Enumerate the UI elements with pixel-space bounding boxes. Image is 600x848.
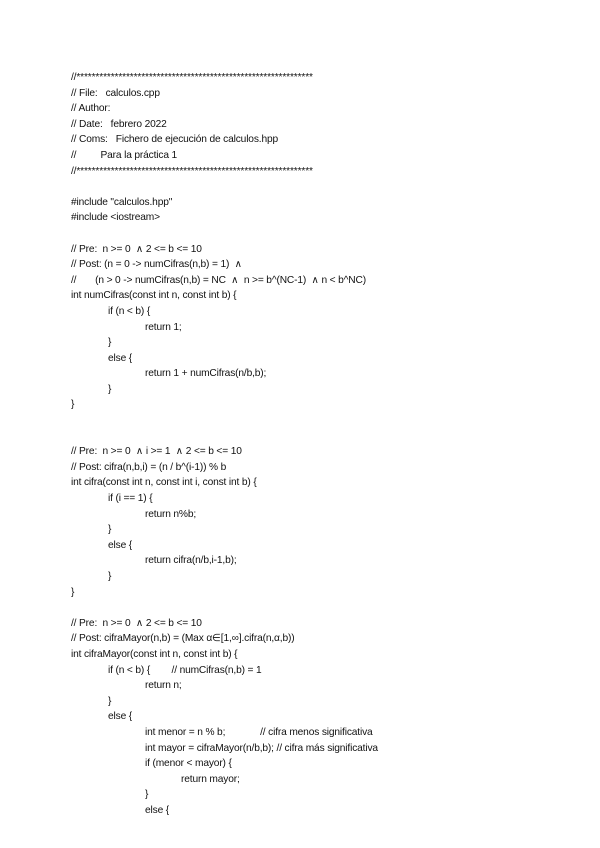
code-line: } xyxy=(108,337,112,349)
code-line: // Pre: n >= 0 ∧ i >= 1 ∧ 2 <= b <= 10 xyxy=(71,446,242,458)
code-line: int numCifras(const int n, const int b) { xyxy=(71,290,237,302)
code-line: int cifraMayor(const int n, const int b) { xyxy=(71,648,238,660)
code-line: // Post: (n = 0 -> numCifras(n,b) = 1) ∧ xyxy=(71,259,242,271)
code-line: if (n < b) { // numCifras(n,b) = 1 xyxy=(108,664,262,676)
code-line: // Post: cifraMayor(n,b) = (Max α∈[1,∞].cifra(n,α,b)) xyxy=(71,633,295,645)
code-line: if (menor < mayor) { xyxy=(145,758,232,770)
code-line: //************************************************************** xyxy=(71,165,313,177)
code-line: int cifra(const int n, const int i, const int b) { xyxy=(71,477,257,489)
code-line: if (n < b) { xyxy=(108,305,151,317)
code-line: else { xyxy=(108,711,133,723)
code-line: return 1 + numCifras(n/b,b); xyxy=(145,368,267,380)
code-line: if (i == 1) { xyxy=(108,493,153,505)
code-line: // Para la práctica 1 xyxy=(71,149,178,161)
code-line: } xyxy=(108,571,112,582)
code-line: // Coms: Fichero de ejecución de calculos.hpp xyxy=(71,134,278,146)
code-line: } xyxy=(108,524,112,536)
code-line: } xyxy=(71,399,75,411)
code-line: else { xyxy=(108,352,133,364)
code-line: return n; xyxy=(145,680,182,692)
code-line: #include "calculos.hpp" xyxy=(71,196,173,208)
source-code-listing xyxy=(71,70,591,819)
code-line xyxy=(71,429,591,445)
code-line: return 1; xyxy=(145,321,182,333)
code-line: // Pre: n >= 0 ∧ 2 <= b <= 10 xyxy=(71,617,202,629)
code-line: } xyxy=(108,695,112,707)
code-line: int menor = n % b; // cifra menos significativa xyxy=(145,726,373,738)
code-line xyxy=(71,600,591,616)
code-line xyxy=(71,413,591,429)
code-line: // Pre: n >= 0 ∧ 2 <= b <= 10 xyxy=(71,243,202,255)
code-line: int mayor = cifraMayor(n/b,b); // cifra más significativa xyxy=(145,742,378,754)
code-line: else { xyxy=(108,539,133,551)
code-line xyxy=(71,226,591,242)
code-line: else { xyxy=(145,804,170,816)
code-line: // (n > 0 -> numCifras(n,b) = NC ∧ n >= b^(NC-1) ∧ n < b^NC) xyxy=(71,274,366,286)
code-line: // Author: xyxy=(71,103,111,115)
code-line: } xyxy=(145,789,149,801)
code-line: // Post: cifra(n,b,i) = (n / b^(i-1)) % b xyxy=(71,461,227,473)
code-line: // File: calculos.cpp xyxy=(71,87,160,99)
code-line xyxy=(71,179,591,195)
code-line: return n%b; xyxy=(145,508,197,520)
code-line: // Date: febrero 2022 xyxy=(71,118,167,130)
code-line: return mayor; xyxy=(181,773,240,785)
code-line: } xyxy=(71,586,75,598)
code-line: #include <iostream> xyxy=(71,212,160,224)
code-line: //************************************************************** xyxy=(71,72,313,83)
code-line: } xyxy=(108,383,112,395)
code-line: return cifra(n/b,i-1,b); xyxy=(145,555,237,567)
